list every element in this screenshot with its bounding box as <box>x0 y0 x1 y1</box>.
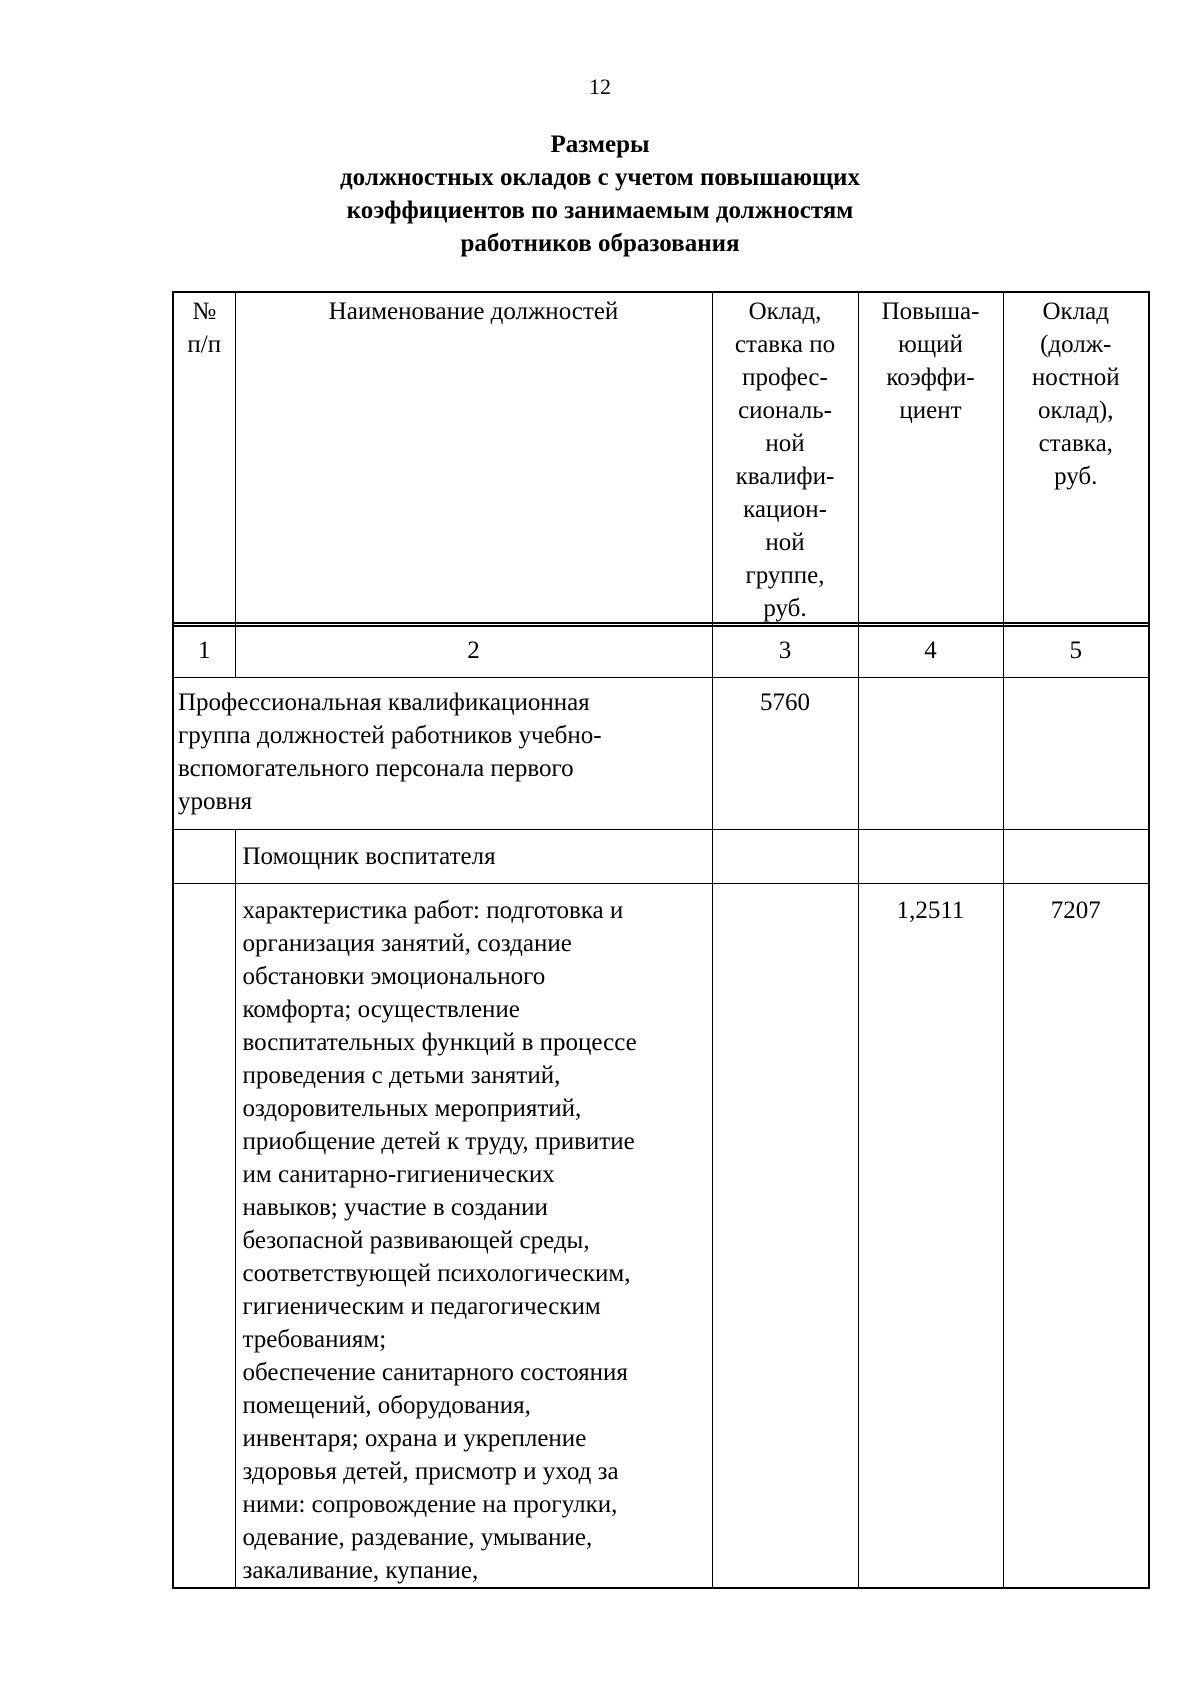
description-num-empty <box>173 883 235 1588</box>
position-name: Помощник воспитателя <box>235 829 712 883</box>
title-line-1: Размеры <box>550 131 650 158</box>
description-final: 7207 <box>1003 883 1149 1588</box>
table-body <box>172 622 1150 1589</box>
header-salary: Оклад, ставка по профес- сиональ- ной квалифи- кацион- ной группе, руб. <box>712 292 858 626</box>
position-row <box>173 829 1149 883</box>
position-num-empty <box>173 829 235 883</box>
description-salary-empty <box>712 883 858 1588</box>
table-header <box>172 291 1150 627</box>
title-line-2: должностных окладов с учетом повышающих <box>340 164 860 191</box>
header-row <box>173 292 1149 626</box>
position-coef-empty <box>858 829 1003 883</box>
column-number-5: 5 <box>1003 623 1149 677</box>
group-final-empty <box>1003 677 1149 829</box>
header-num: № п/п <box>173 292 235 626</box>
group-name: Профессиональная квалификационная группа должностей работников учебно- вспомогательного персонала первого уровня <box>173 677 712 829</box>
description-text: характеристика работ: подготовка и организация занятий, создание обстановки эмоционального комфорта; осуществление воспитательных функций в процессе проведения с детьми занятий, оздоровительных мероприятий, приобщение детей к труду, привитие им санитарно-гигиенических навыков; участие в создании безопасной развивающей среды, соответствующей психологическим, гигиеническим и педагогическим требованиям; обеспечение санитарного состояния помещений, оборудования, инвентаря; охрана и укрепление здоровья детей, присмотр и уход за ними: сопровождение на прогулки, одевание, раздевание, умывание, закаливание, купание, <box>235 883 712 1588</box>
column-number-1: 1 <box>173 623 235 677</box>
description-coef: 1,2511 <box>858 883 1003 1588</box>
group-salary: 5760 <box>712 677 858 829</box>
page-number: 12 <box>589 74 611 99</box>
header-coef: Повыша- ющий коэффи- циент <box>858 292 1003 626</box>
column-number-2: 2 <box>235 623 712 677</box>
column-numbers-row <box>173 623 1149 677</box>
column-number-4: 4 <box>858 623 1003 677</box>
position-salary-empty <box>712 829 858 883</box>
position-final-empty <box>1003 829 1149 883</box>
column-number-3: 3 <box>712 623 858 677</box>
title-line-4: работников образования <box>460 230 740 257</box>
header-final: Оклад (долж- ностной оклад), ставка, руб. <box>1003 292 1149 626</box>
group-row <box>173 677 1149 829</box>
description-row <box>173 883 1149 1588</box>
group-coef-empty <box>858 677 1003 829</box>
title-line-3: коэффициентов по занимаемым должностям <box>346 197 854 224</box>
document-title <box>0 128 1200 260</box>
header-name: Наименование должностей <box>235 292 712 626</box>
